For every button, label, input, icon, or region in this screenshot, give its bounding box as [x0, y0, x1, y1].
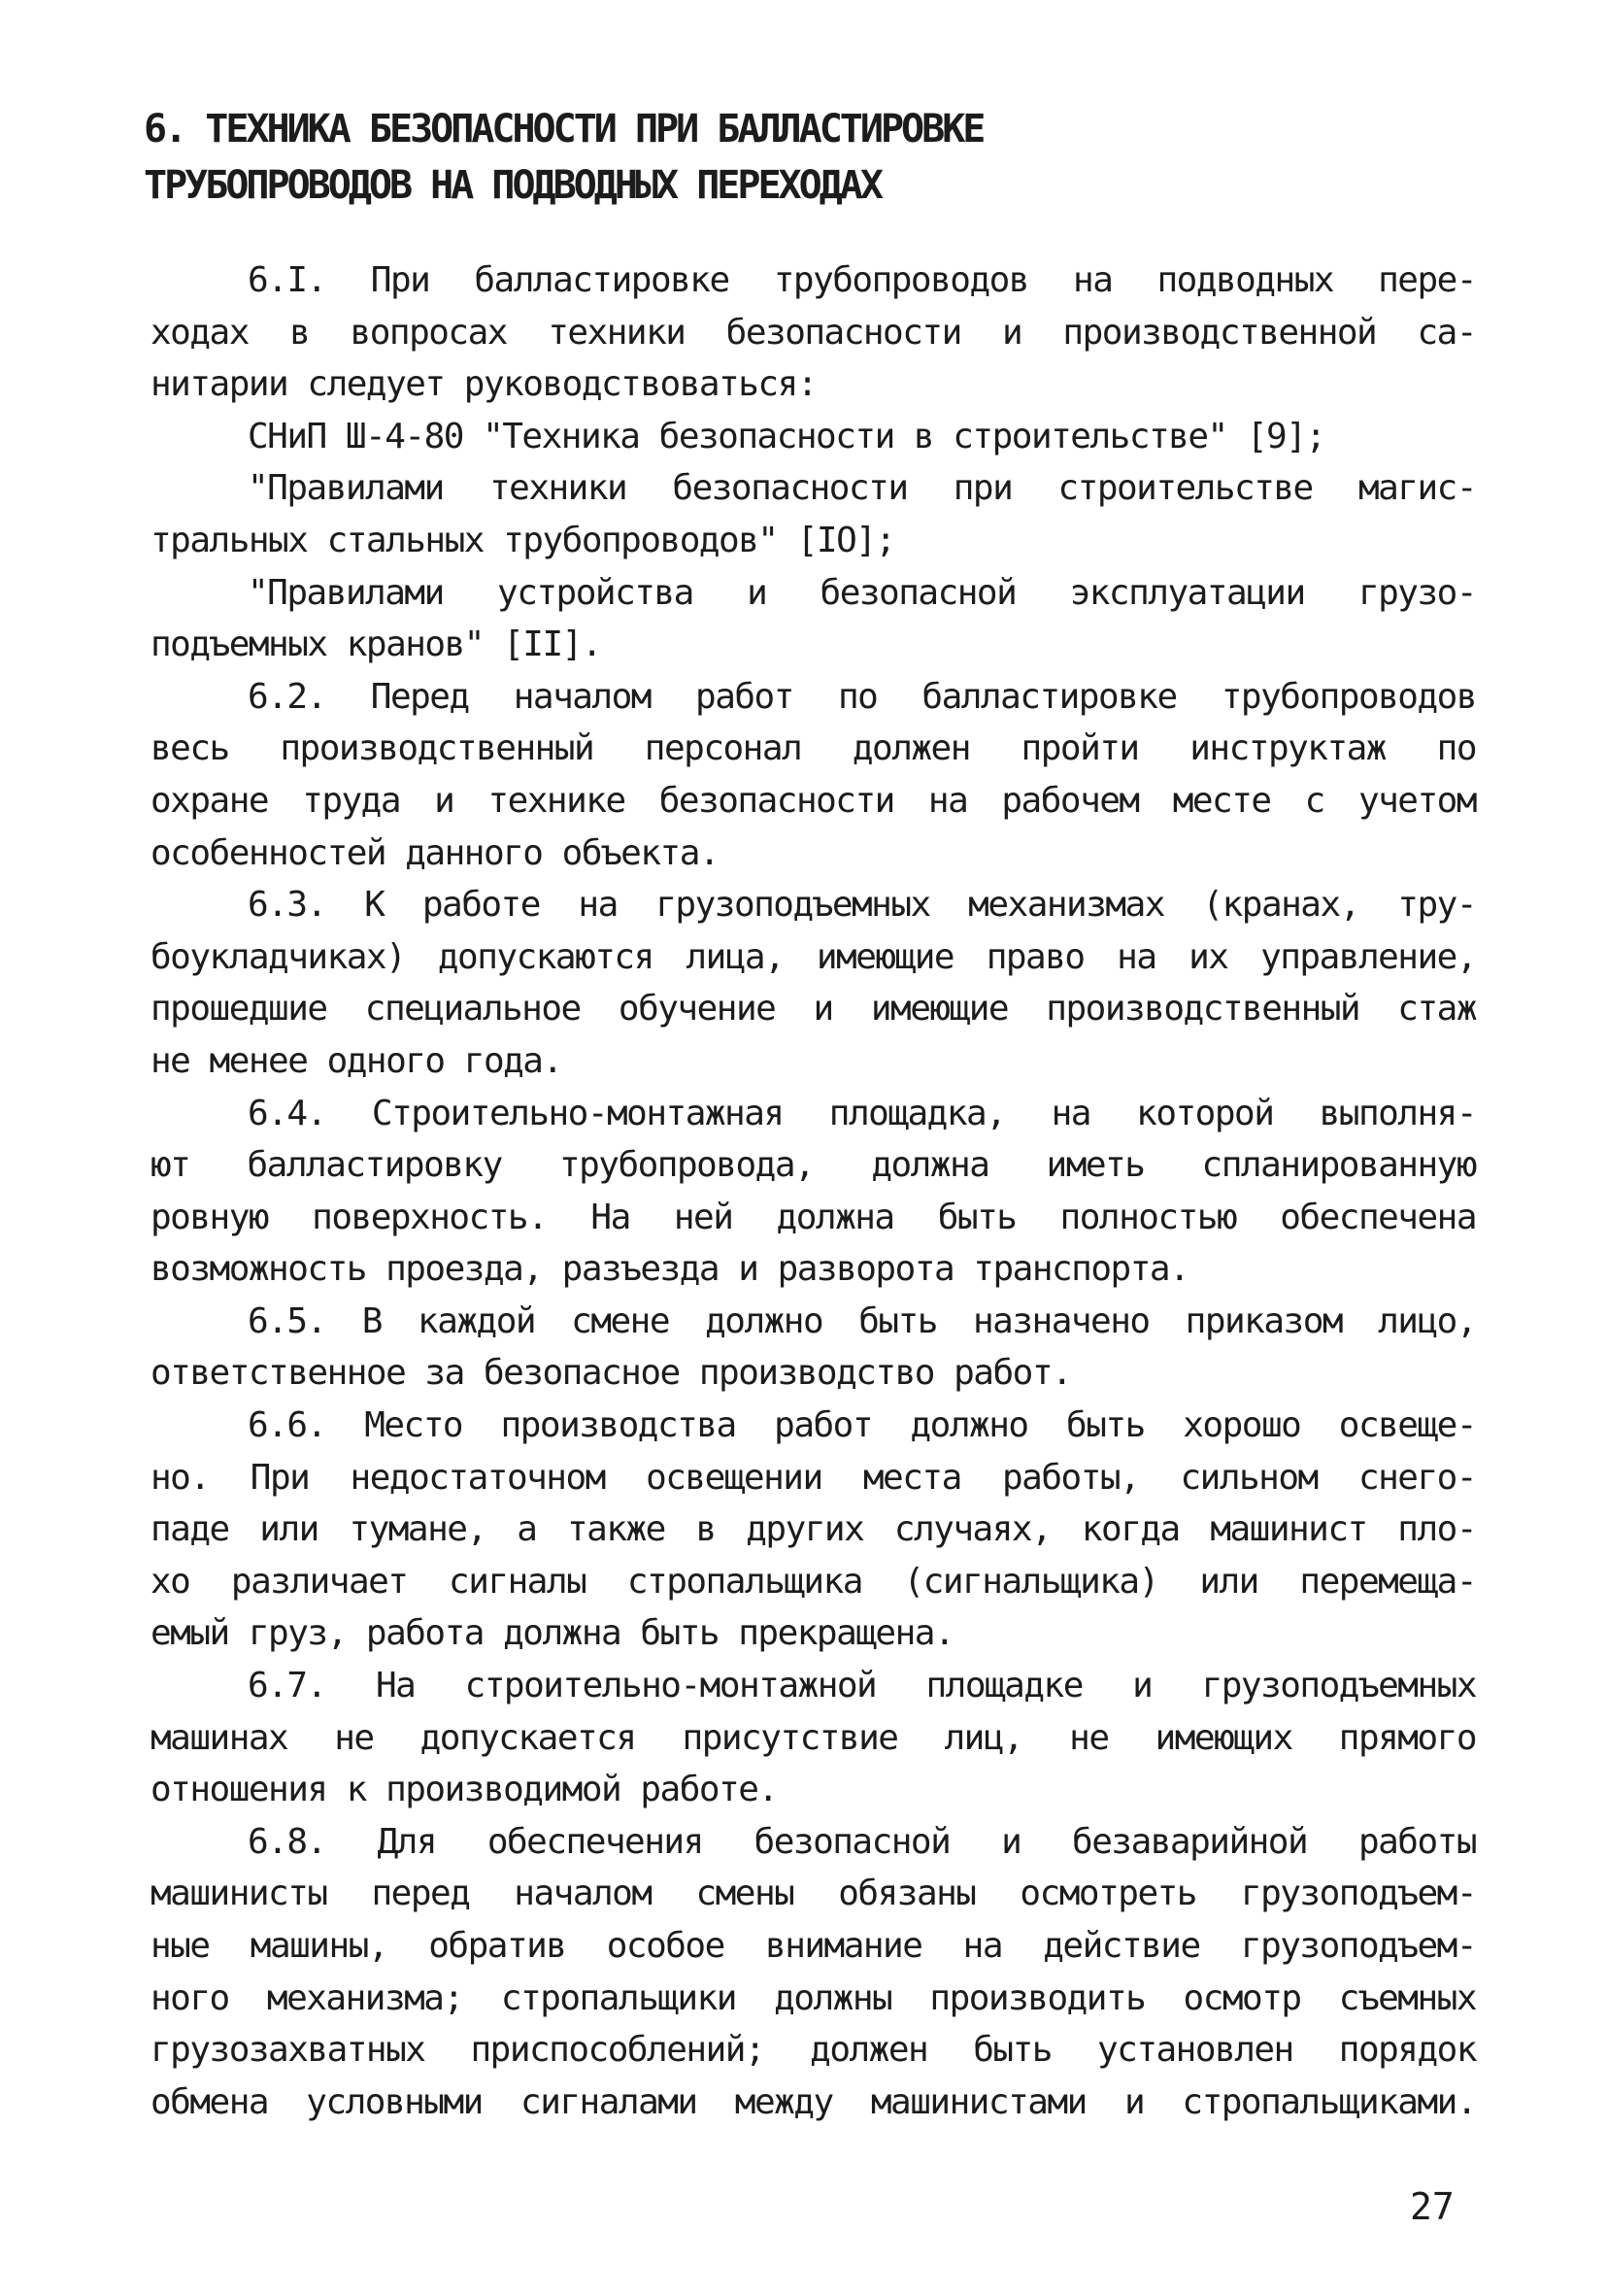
- text-line: "Правилами техники безопасности при строительстве магис-: [248, 468, 1476, 509]
- text-line: грузозахватных приспособлений; должен быть установлен порядок: [151, 2030, 1476, 2071]
- text-line: машинисты перед началом смены обязаны осмотреть грузоподъем-: [151, 1874, 1476, 1914]
- heading-line-2: ТРУБОПРОВОДОВ НА ПОДВОДНЫХ ПЕРЕХОДАХ: [144, 163, 881, 208]
- page-number: 27: [1410, 2185, 1455, 2228]
- text-line: ходах в вопросах техники безопасности и производственной са-: [151, 312, 1476, 353]
- text-line: "Правилами устройства и безопасной эксплуатации грузо-: [248, 572, 1476, 613]
- text-line: 6.2. Перед началом работ по балластировке трубопроводов: [248, 676, 1476, 717]
- text-line: ответственное за безопасное производство работ.: [151, 1353, 1072, 1394]
- text-line: 6.I. При балластировке трубопроводов на подводных пере-: [248, 260, 1476, 300]
- text-line: 6.8. Для обеспечения безопасной и безаварийной работы: [248, 1821, 1476, 1862]
- text-line: возможность проезда, разъезда и разворота транспорта.: [151, 1249, 1189, 1290]
- text-line: охране труда и технике безопасности на рабочем месте с учетом: [151, 780, 1476, 821]
- text-line: хо различает сигналы стропальщика (сигнальщика) или перемеща-: [151, 1561, 1476, 1602]
- text-line: 6.4. Строительно-монтажная площадка, на которой выполня-: [248, 1093, 1476, 1133]
- text-line: отношения к производимой работе.: [151, 1770, 778, 1810]
- text-line: 6.6. Место производства работ должно быть хорошо освеще-: [248, 1405, 1476, 1446]
- text-line: ные машины, обратив особое внимание на действие грузоподъем-: [151, 1926, 1476, 1966]
- text-line: СНиП Ш-4-80 "Техника безопасности в строительстве" [9];: [248, 416, 1325, 456]
- text-line: 6.5. В каждой смене должно быть назначено приказом лицо,: [248, 1300, 1476, 1341]
- text-line: 6.7. На строительно-монтажной площадке и грузоподъемных: [248, 1666, 1476, 1706]
- text-line: ют балластировку трубопровода, должна иметь спланированную: [151, 1145, 1476, 1186]
- section-heading: [144, 101, 983, 214]
- text-line: прошедшие специальное обучение и имеющие производственный стаж: [151, 989, 1476, 1030]
- text-line: машинах не допускается присутствие лиц, не имеющих прямого: [151, 1717, 1476, 1758]
- section-body: [151, 254, 1476, 2128]
- text-line: емый груз, работа должна быть прекращена.: [151, 1613, 954, 1654]
- text-line: 6.3. К работе на грузоподъемных механизмах (кранах, тру-: [248, 885, 1476, 926]
- text-line: боукладчиках) допускаются лица, имеющие право на их управление,: [151, 936, 1476, 977]
- text-line: ровную поверхность. На ней должна быть полностью обеспечена: [151, 1197, 1476, 1237]
- text-line: особенностей данного объекта.: [151, 832, 720, 873]
- text-line: не менее одного года.: [151, 1040, 562, 1081]
- text-line: но. При недостаточном освещении места работы, сильном снего-: [151, 1457, 1476, 1498]
- heading-line-1: 6. ТЕХНИКА БЕЗОПАСНОСТИ ПРИ БАЛЛАСТИРОВКЕ: [144, 107, 984, 152]
- text-line: нитарии следует руководствоваться:: [151, 364, 817, 405]
- text-line: тральных стальных трубопроводов" [IO];: [151, 520, 895, 560]
- text-line: подъемных кранов" [II].: [151, 625, 601, 665]
- text-line: ного механизма; стропальщики должны производить осмотр съемных: [151, 1977, 1476, 2018]
- text-line: паде или тумане, а также в других случаях, когда машинист пло-: [151, 1509, 1476, 1550]
- text-line: обмена условными сигналами между машинистами и стропальщиками.: [151, 2081, 1476, 2122]
- text-line: весь производственный персонал должен пройти инструктаж по: [151, 728, 1476, 769]
